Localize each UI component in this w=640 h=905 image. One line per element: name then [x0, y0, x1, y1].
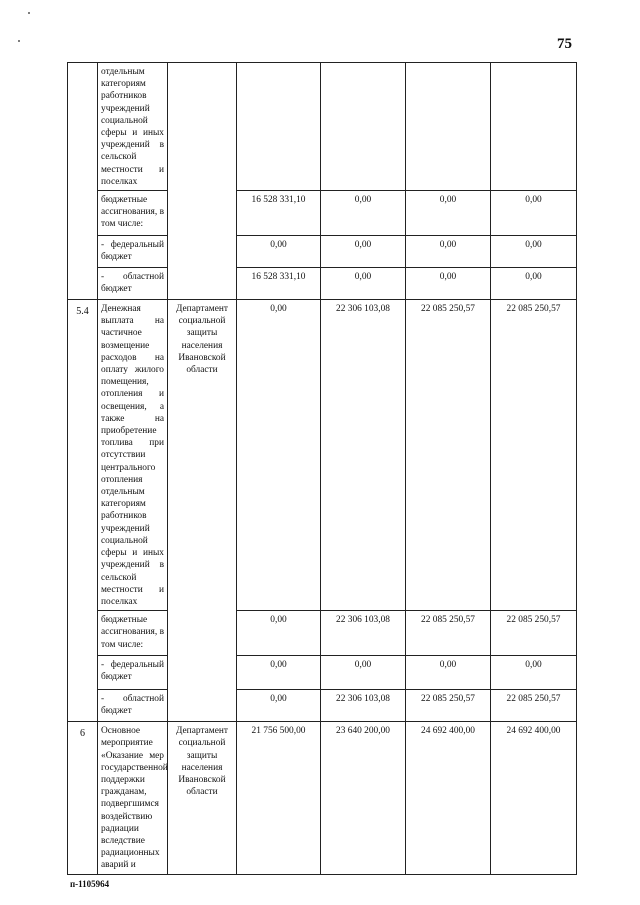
value-cell: 0,00 [237, 656, 321, 690]
table-row [68, 300, 577, 611]
value-cell: 0,00 [237, 690, 321, 722]
value-cell: 16 528 331,10 [237, 268, 321, 300]
value-cell: 0,00 [321, 236, 406, 268]
index-cell: 6 [68, 722, 98, 874]
index-cell: 5.4 [68, 300, 98, 722]
value-cell: 22 085 250,57 [491, 611, 577, 656]
description-cell: Денежная выплата на частичное возмещение расходов на оплату жилого помещения, отопления и освещения, а также на приобретение топлива при отсутствии центрального отопления отдельным категориям работников учреждений социальной сферы и иных учреждений в сельской местности и поселках [98, 300, 168, 611]
table-row [68, 722, 577, 874]
value-cell: 22 306 103,08 [321, 300, 406, 611]
funding-label: - областной бюджет [98, 268, 168, 300]
value-cell: 0,00 [491, 268, 577, 300]
description-cell: Основное мероприятие «Оказание мер государственной поддержки гражданам, подвергшимся воздействию радиации вследствие радиационных аварий и [98, 722, 168, 874]
table-row [68, 690, 577, 722]
scan-speck [28, 12, 30, 14]
value-cell: 24 692 400,00 [491, 722, 577, 874]
value-cell: 0,00 [321, 656, 406, 690]
value-cell: 22 085 250,57 [491, 300, 577, 611]
value-cell: 0,00 [406, 236, 491, 268]
value-cell: 0,00 [406, 191, 491, 236]
value-cell: 0,00 [321, 268, 406, 300]
value-cell: 22 306 103,08 [321, 611, 406, 656]
value-cell: 22 085 250,57 [491, 690, 577, 722]
value-cell: 22 085 250,57 [406, 300, 491, 611]
table-row [68, 191, 577, 236]
description-cell: отдельным категориям работников учреждений социальной сферы и иных учреждений в сельской местности и поселках [98, 63, 168, 191]
value-cell: 0,00 [406, 268, 491, 300]
department-cell: Департамент социальной защиты населения Ивановской области [168, 300, 237, 722]
value-cell: 0,00 [237, 300, 321, 611]
value-cell: 16 528 331,10 [237, 191, 321, 236]
funding-label: - федеральный бюджет [98, 656, 168, 690]
value-cell: 0,00 [321, 191, 406, 236]
funding-label: бюджетные ассигнования, в том числе: [98, 191, 168, 236]
value-cell: 0,00 [237, 611, 321, 656]
funding-label: - областной бюджет [98, 690, 168, 722]
table-row [68, 63, 577, 191]
value-cell: 22 085 250,57 [406, 611, 491, 656]
value-cell: 0,00 [491, 191, 577, 236]
value-cell: 0,00 [491, 236, 577, 268]
table-row [68, 236, 577, 268]
department-cell: Департамент социальной защиты населения Ивановской области [168, 722, 237, 874]
table-row [68, 611, 577, 656]
budget-table [67, 62, 577, 875]
funding-label: - федеральный бюджет [98, 236, 168, 268]
table-row [68, 656, 577, 690]
page-number: 75 [557, 36, 572, 52]
value-cell: 22 306 103,08 [321, 690, 406, 722]
value-cell: 22 085 250,57 [406, 690, 491, 722]
value-cell: 21 756 500,00 [237, 722, 321, 874]
department-cell-empty [168, 63, 237, 300]
value-cell: 0,00 [406, 656, 491, 690]
index-cell-empty [68, 63, 98, 300]
scan-speck [18, 40, 20, 42]
table-row [68, 268, 577, 300]
value-cell: 24 692 400,00 [406, 722, 491, 874]
document-code: п-1105964 [70, 879, 110, 889]
value-cell: 0,00 [491, 656, 577, 690]
value-cell: 0,00 [237, 236, 321, 268]
funding-label: бюджетные ассигнования, в том числе: [98, 611, 168, 656]
value-cell: 23 640 200,00 [321, 722, 406, 874]
